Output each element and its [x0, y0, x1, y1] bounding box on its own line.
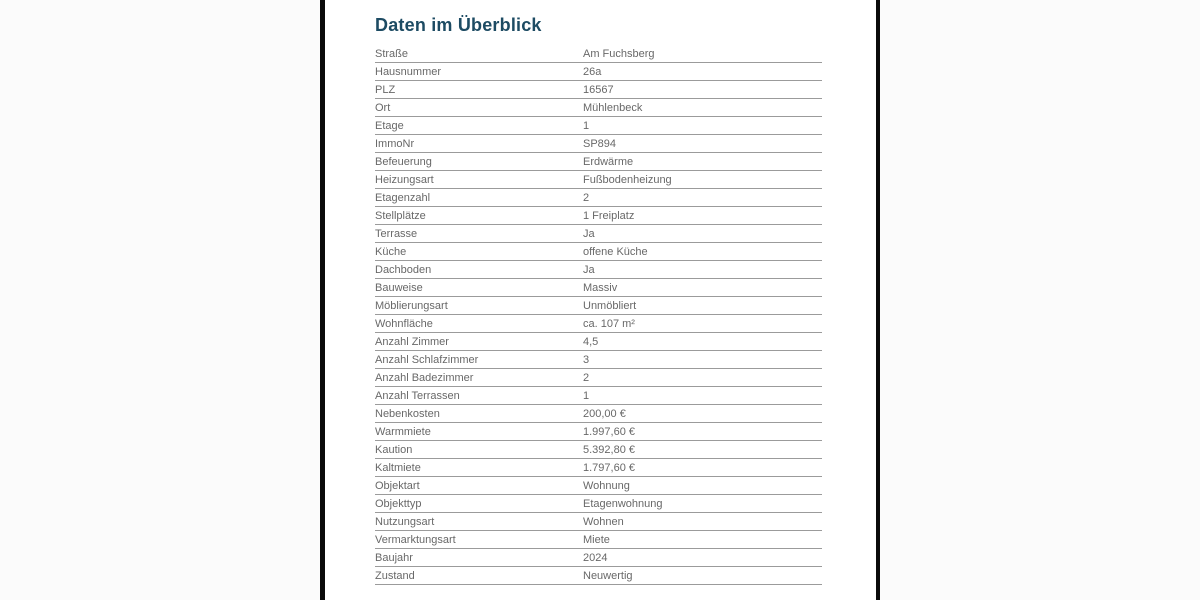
row-label: ImmoNr: [375, 137, 415, 150]
row-label: Nebenkosten: [375, 407, 440, 420]
table-row: [375, 135, 822, 153]
row-label: Terrasse: [375, 227, 418, 240]
row-value: 1: [583, 389, 590, 402]
row-value: 16567: [583, 83, 614, 96]
row-value: 1 Freiplatz: [583, 209, 635, 222]
row-value: Unmöbliert: [583, 299, 637, 312]
table-row: [375, 459, 822, 477]
row-label: Kaltmiete: [375, 461, 421, 474]
table-row: [375, 63, 822, 81]
overview-table: [375, 45, 822, 585]
row-value: Mühlenbeck: [583, 101, 643, 114]
table-row: [375, 387, 822, 405]
table-row: [375, 99, 822, 117]
row-label: PLZ: [375, 83, 396, 96]
page-title: Daten im Überblick: [375, 15, 542, 35]
table-row: [375, 423, 822, 441]
row-label: Hausnummer: [375, 65, 442, 78]
document-page: [320, 0, 880, 600]
row-label: Küche: [375, 245, 407, 258]
table-row: [375, 279, 822, 297]
row-label: Zustand: [375, 569, 415, 582]
row-label: Ort: [375, 101, 391, 114]
table-row: [375, 315, 822, 333]
row-label: Anzahl Terrassen: [375, 389, 460, 402]
row-value: 1.797,60 €: [583, 461, 635, 474]
row-value: Ja: [583, 227, 595, 240]
row-value: Am Fuchsberg: [583, 47, 655, 60]
row-value: Erdwärme: [583, 155, 634, 168]
row-label: Objekttyp: [375, 497, 422, 510]
row-value: SP894: [583, 137, 617, 150]
row-value: 2: [583, 371, 590, 384]
row-label: Heizungsart: [375, 173, 434, 186]
row-label: Anzahl Badezimmer: [375, 371, 474, 384]
table-row: [375, 81, 822, 99]
row-value: Wohnung: [583, 479, 630, 492]
row-value: 200,00 €: [583, 407, 626, 420]
row-label: Stellplätze: [375, 209, 426, 222]
table-row: [375, 441, 822, 459]
row-value: Neuwertig: [583, 569, 633, 582]
table-row: [375, 297, 822, 315]
row-value: Ja: [583, 263, 595, 276]
row-value: offene Küche: [583, 245, 648, 258]
table-row: [375, 171, 822, 189]
table-row: [375, 261, 822, 279]
row-label: Wohnfläche: [375, 317, 433, 330]
row-label: Baujahr: [375, 551, 413, 564]
row-label: Dachboden: [375, 263, 432, 276]
row-label: Anzahl Schlafzimmer: [375, 353, 479, 366]
row-label: Vermarktungsart: [375, 533, 456, 546]
table-row: [375, 153, 822, 171]
row-label: Bauweise: [375, 281, 423, 294]
table-row: [375, 207, 822, 225]
row-label: Etage: [375, 119, 404, 132]
table-row: [375, 549, 822, 567]
table-row: [375, 45, 822, 63]
row-value: 3: [583, 353, 590, 366]
row-label: Etagenzahl: [375, 191, 431, 204]
table-row: [375, 225, 822, 243]
table-row: [375, 477, 822, 495]
table-row: [375, 243, 822, 261]
page-content: [325, 0, 876, 585]
table-row: [375, 189, 822, 207]
table-row: [375, 117, 822, 135]
table-row: [375, 495, 822, 513]
table-row: [375, 333, 822, 351]
row-label: Straße: [375, 47, 409, 60]
table-row: [375, 567, 822, 585]
row-label: Befeuerung: [375, 155, 432, 168]
row-label: Anzahl Zimmer: [375, 335, 449, 348]
row-value: 4,5: [583, 335, 599, 348]
row-value: Miete: [583, 533, 610, 546]
row-value: 1.997,60 €: [583, 425, 635, 438]
row-label: Nutzungsart: [375, 515, 435, 528]
row-value: 2024: [583, 551, 608, 564]
row-value: 2: [583, 191, 590, 204]
row-label: Warmmiete: [375, 425, 431, 438]
row-value: Etagenwohnung: [583, 497, 663, 510]
row-value: 26a: [583, 65, 602, 78]
row-value: 1: [583, 119, 590, 132]
row-label: Möblierungsart: [375, 299, 448, 312]
row-value: ca. 107 m²: [583, 317, 635, 330]
row-label: Objektart: [375, 479, 420, 492]
row-value: Wohnen: [583, 515, 624, 528]
row-value: Massiv: [583, 281, 618, 294]
table-row: [375, 351, 822, 369]
row-value: Fußbodenheizung: [583, 173, 672, 186]
row-label: Kaution: [375, 443, 413, 456]
table-row: [375, 369, 822, 387]
table-row: [375, 513, 822, 531]
table-row: [375, 531, 822, 549]
table-row: [375, 405, 822, 423]
row-value: 5.392,80 €: [583, 443, 635, 456]
